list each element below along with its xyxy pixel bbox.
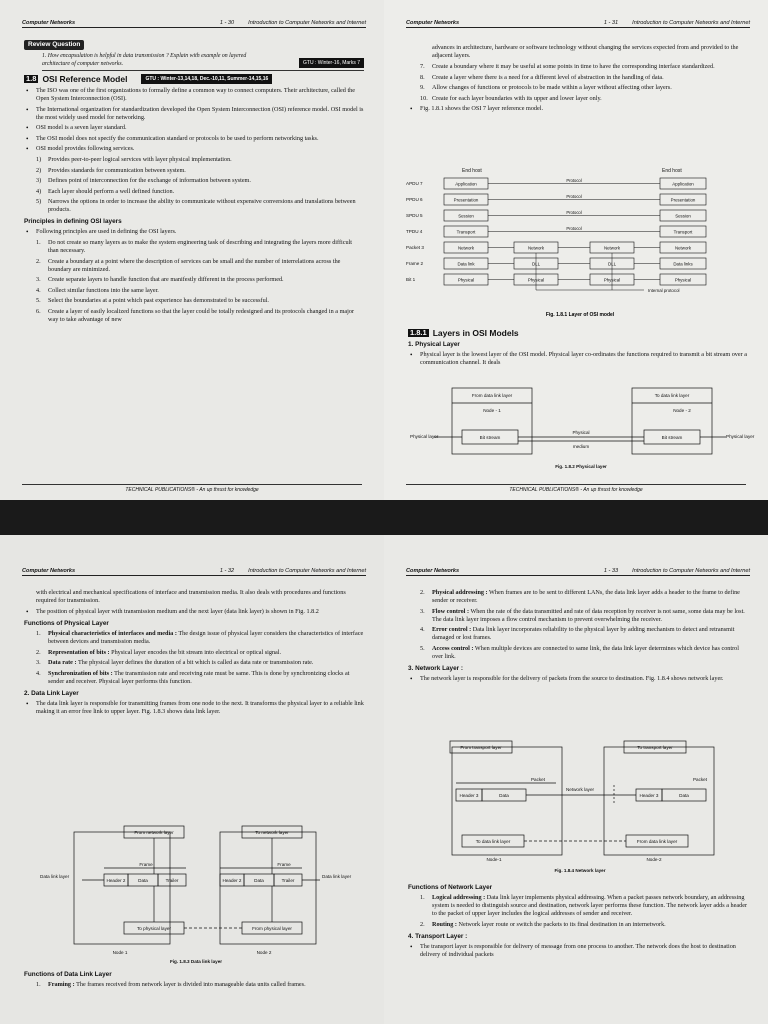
data-label: Data [499, 793, 509, 798]
page-footer: TECHNICAL PUBLICATIONS® - An up thrust for knowledge [22, 484, 362, 493]
list-item [408, 645, 748, 661]
term: Access control : [432, 644, 474, 652]
header-chapter: Introduction to Computer Networks and Internet [632, 568, 750, 574]
definition: The transmission rate and receiving rate must be same. This is done by synchronizing clocks at sender and receiver. Physical layer performs this function. [48, 669, 350, 685]
list-item: 3. Data rate : The physical layer defines the duration of a bit which is called as data rate or transmission rate. [36, 659, 314, 667]
item-number: 10. [420, 94, 428, 102]
figure-caption: Fig. 1.8.1 Layer of OSI model [545, 312, 615, 318]
pdu-label: Bit 1 [406, 277, 416, 282]
subheading: Functions of Network Layer [408, 884, 493, 891]
list-item: • Fig. 1.8.1 shows the OSI 7 layer reference model. [408, 105, 748, 113]
list-item: 1. Physical characteristics of interfaces and media : The design issue of physical layer considers the characteristics of interface between devices and transmission media. [36, 630, 364, 645]
network-layer-label: Network layer [565, 787, 595, 792]
list-item: 3) Defines point of interconnection for the exchange of information between system. [36, 177, 251, 185]
bitstream-label: Bit stream [661, 435, 683, 440]
bitstream-label: Bit stream [479, 435, 501, 440]
list-item [408, 921, 748, 929]
page-number: 1 - 33 [603, 568, 619, 574]
header-book: Computer Networks [22, 568, 76, 574]
to-dll-label: To data link layer [654, 393, 690, 398]
layer-label: Data link [457, 261, 475, 267]
page-footer: TECHNICAL PUBLICATIONS® - An up thrust for knowledge [406, 484, 746, 493]
term: Physical addressing : [432, 589, 488, 596]
layer-label: Presentation [453, 197, 479, 203]
packet-label: Packet [692, 777, 708, 782]
list-item-text: Each layer should perform a well defined function. [48, 187, 175, 195]
layer-label: Session [458, 213, 474, 219]
list-item-text: Create separate layers to handle function that are manifestly different in the process performed. [48, 276, 284, 284]
section-title: Layers in OSI Models [432, 328, 519, 338]
data-label: Data [138, 878, 148, 883]
list-item: • The International organization for standardization developed the Open System Interconnection (OSI) reference model. OSI model is the most widely used model for networking. [24, 106, 364, 122]
dll-label: Data link layer [40, 874, 70, 879]
page-1-30 [0, 0, 384, 500]
list-item: 4. Collect similar functions into the same layer. [36, 286, 159, 294]
term: Synchronization of bits : [48, 669, 113, 677]
mid-label: Network [603, 245, 621, 251]
header-label: Header 2 [106, 878, 126, 883]
header-book: Computer Networks [406, 568, 460, 574]
term: Flow control : [432, 607, 470, 615]
layer-label: Data links [673, 261, 693, 267]
to-network-label: To network layer [255, 830, 289, 835]
data-label: Data [254, 878, 264, 883]
subheading: 3. Network Layer : [408, 664, 464, 672]
list-item: • The data link layer is responsible for transmitting frames from one node to the next. It transforms the physical layer to a reliable link making it an error free link to upper layer. Fig. 1.8.3 shows data link layer. [24, 700, 364, 716]
definition: When multiple devices are connected to same link, the data link layer determines which device has control over link. [432, 644, 739, 660]
subheading: Principles in defining OSI layers [24, 218, 122, 226]
list-item: 4. Synchronization of bits : The transmission rate and receiving rate must be same. This is done by synchronizing clocks at sender and receiver. Physical layer performs this function. [36, 669, 350, 685]
list-item-text: Provides standards for communication between system. [48, 166, 186, 174]
frame-label: Frame [277, 862, 291, 867]
subheading: 4. Transport Layer : [408, 932, 468, 940]
list-item [408, 84, 748, 92]
layer-label: Presentation [670, 197, 696, 203]
frame-label: Frame [139, 862, 153, 867]
page-1-33 [384, 535, 768, 1024]
trailer-label: Trailer [165, 878, 179, 883]
list-item [408, 74, 748, 82]
list-item: • OSI model is a seven layer standard. [24, 124, 364, 132]
list-item: 6. Create a layer of easily localized functions so that the layer could be totally redesigned and its protocols changed in a major way to take advantage of new [36, 307, 355, 323]
term: Framing : [48, 981, 75, 988]
end-host-label: End host [662, 168, 682, 174]
list-item: • Following principles are used in defining the OSI layers. [24, 228, 364, 236]
page-body [24, 589, 364, 718]
page-body-2 [408, 880, 748, 961]
section-number: 1.8.1 [410, 328, 427, 337]
list-item: 2) Provides standards for communication between system. [36, 166, 186, 174]
figure-caption: Fig. 1.8.4 Network layer [554, 868, 606, 873]
list-item-text: Create a boundary at a point where the description of services can be small and the number of interrelations across the boundary are minimized. [48, 257, 341, 273]
page-1-32 [0, 535, 384, 1024]
header-book: Computer Networks [406, 20, 460, 26]
header-chapter: Introduction to Computer Networks and Internet [248, 20, 366, 26]
page-number: 1 - 31 [603, 20, 619, 26]
layer-label: Application [455, 181, 477, 187]
from-dll-label: From data link layer [636, 839, 678, 844]
node-label: Node - 1 [483, 408, 501, 413]
pdu-label: APDU 7 [406, 181, 423, 186]
mid-label: Physical [603, 277, 621, 283]
list-item: • The transport layer is responsible for delivery of message from one process to another. The network does the host to destination delivery of individual packets [408, 943, 748, 959]
page-header [22, 20, 366, 28]
subheading: 2. Data Link Layer [24, 689, 79, 697]
item-number: 8. [420, 73, 425, 81]
item-number: 3. [420, 607, 425, 615]
item-number: 2. [420, 589, 425, 596]
osi-model-diagram [404, 164, 749, 324]
list-item: • The network layer is responsible for the delivery of packets from the source to destination. Fig. 1.8.4 shows network layer. [408, 675, 748, 683]
definition: When the rate of the data transmitted and rate of data reception by receiver is not same, some data may be lost. The data link layer imposes a flow control mechanism to prevent overwhelming the receiver. [432, 607, 745, 623]
list-item-text: Narrows the options in order to increase the ability to communicate without expensive conversions and translations between products. [48, 198, 356, 214]
page-number: 1 - 32 [219, 568, 235, 574]
data-link-layer-diagram [20, 820, 365, 965]
node-label: Node-2 [646, 857, 662, 862]
header-label: Header 3 [459, 793, 479, 798]
term: Representation of bits : [48, 648, 110, 656]
list-item: 5. Select the boundaries at a point which past experience has demonstrated to be successful. [36, 297, 269, 305]
list-item-text: Create a boundary where it may be useful at some points in time to have the corresponding interface standardized. [432, 63, 715, 70]
node-label: Node-1 [486, 857, 502, 862]
definition: The design issue of physical layer considers the characteristics of interface between devices and transmission media. [48, 630, 364, 645]
subheading: Functions of Physical Layer [24, 620, 109, 627]
list-item: 5) Narrows the options in order to increase the ability to communicate without expensive conversions and translations between products. [36, 198, 356, 214]
pdu-label: SPDU 5 [406, 213, 423, 218]
layer-label: Session [675, 213, 691, 219]
list-item-text: Allow changes of functions or protocols to be made within a layer without affecting other layers. [432, 84, 672, 92]
list-item: • OSI model provides following services. [24, 145, 364, 153]
figure-caption: Fig. 1.8.3 Data link layer [169, 959, 223, 964]
mid-label: DLL [531, 261, 541, 267]
from-dll-label: From data link layer [471, 393, 513, 398]
mid-label: DLL [607, 261, 617, 267]
term: Error control : [432, 626, 472, 634]
list-item: 1) Provides peer-to-peer logical services with layer physical implementation. [36, 155, 232, 163]
list-item: • The OSI model does not specify the communication standard or protocols to be used to perform networking tasks. [24, 135, 364, 143]
list-item-text: Provides peer-to-peer logical services with layer physical implementation. [48, 155, 232, 163]
review-question-label: Review Question [24, 40, 84, 50]
node-label: Node 1 [112, 950, 128, 955]
section-heading [24, 74, 364, 84]
page-number: 1 - 30 [219, 20, 235, 26]
from-physical-label: From physical layer [252, 926, 292, 931]
list-item: 2. Representation of bits : Physical layer encodes the bit stream into electrical or optical signal. [36, 648, 282, 656]
page-header [406, 20, 750, 28]
section-title: OSI Reference Model [42, 74, 128, 84]
layer-label: Transport [456, 229, 476, 235]
page-body [24, 40, 364, 327]
from-transport-label: From transport layer [460, 745, 502, 750]
item-number: 9. [420, 84, 425, 92]
header-label: Header 2 [222, 878, 242, 883]
protocol-label: Protocol [566, 194, 582, 199]
mid-label: Network [527, 245, 545, 251]
list-item: • Physical layer is the lowest layer of the OSI model. Physical layer co-ordinates the functions required to transmit a bit stream over a communication channel. It deals [408, 351, 748, 367]
layer-label: Network [674, 245, 692, 251]
gtu-badge: GTU : Winter-13,14,18, Dec.-10,11, Summer-14,15,16 [141, 74, 272, 84]
dll-label: Data link layer [322, 874, 352, 879]
page-1-31 [384, 0, 768, 500]
layer-label: Application [672, 181, 694, 187]
gtu-badge: GTU : Winter-16, Marks 7 [299, 58, 364, 68]
node-label: Node - 2 [673, 408, 691, 413]
list-item [408, 608, 748, 624]
medium-label: medium [572, 444, 590, 449]
layer-label: Network [457, 245, 475, 251]
list-item [408, 95, 748, 103]
list-item-text: Create a layer where there is a need for a different level of abstraction in the handling of data. [432, 73, 664, 81]
list-item-text: Create a layer of easily localized functions so that the layer could be totally redesigned and its protocols changed in a major way to take advantage of new [48, 307, 355, 323]
term: Physical characteristics of interfaces and media : [48, 630, 177, 637]
definition: When frames are to be sent to different LANs, the data link layer adds a header to the frame to define sender or receiver. [432, 589, 740, 604]
term: Logical addressing : [432, 894, 486, 901]
item-number: 7. [420, 63, 425, 70]
list-item-text: Select the boundaries at a point which past experience has demonstrated to be successful. [48, 297, 269, 305]
list-item-text: Defines point of interconnection for the exchange of information between system. [48, 177, 251, 185]
layer-label: Transport [673, 229, 693, 235]
list-item [408, 63, 748, 71]
internal-protocol-label: Internal protocol [648, 288, 680, 293]
pdu-label: Frame 2 [406, 261, 424, 266]
to-physical-label: To physical layer [137, 926, 171, 931]
page-body-2 [24, 967, 364, 992]
to-dll-label: To data link layer [475, 839, 511, 844]
list-item: 1. Framing : The frames received from network layer is divided into manageable data units called frames. [36, 981, 306, 988]
section-number: 1.8 [26, 74, 37, 83]
list-item: 3. Create separate layers to handle function that are manifestly different in the process performed. [36, 276, 284, 284]
list-item [408, 626, 748, 642]
page-body [408, 44, 748, 116]
pdu-label: PPDU 6 [406, 197, 423, 202]
term: Data rate : [48, 659, 77, 667]
physical-layer-diagram [404, 382, 755, 474]
list-item-text: Do not create so many layers as to make the system engineering task of describing and integrating the layers more difficult than necessary. [48, 238, 353, 254]
definition: Physical layer encodes the bit stream into electrical or optical signal. [111, 648, 282, 656]
data-label: Data [679, 793, 689, 798]
packet-label: Packet [530, 777, 546, 782]
trailer-label: Trailer [281, 878, 295, 883]
pdu-label: TPDU 4 [406, 229, 423, 234]
page-header [406, 568, 750, 576]
list-item-text: Collect similar functions into the same layer. [48, 286, 159, 294]
paragraph: advances in architecture, hardware or software technology without changing the services expected from and provided to the adjacent layers. [432, 44, 739, 59]
page-body [408, 589, 748, 685]
page-header [22, 568, 366, 576]
header-chapter: Introduction to Computer Networks and Internet [248, 568, 366, 574]
layer-label: Physical [457, 277, 475, 283]
protocol-label: Protocol [566, 178, 582, 183]
header-chapter: Introduction to Computer Networks and Internet [632, 20, 750, 26]
list-item: 4) Each layer should perform a well defined function. [36, 187, 175, 195]
physical-layer-label: Physical layer [726, 434, 755, 439]
paragraph: with electrical and mechanical specifications of interface and transmission media. It also deals with procedures and functions required for transmission. [36, 589, 346, 604]
end-host-label: End host [462, 168, 482, 174]
list-item: • The position of physical layer with transmission medium and the next layer (data link layer) is shown in Fig. 1.8.2 [24, 608, 364, 616]
definition: Data link layer implements physical addressing. When a packet passes network boundary, an addressing system is needed to distinguish source and destination, network layer performs these function. The network layer adds a header to the packet of upper layer includes the logical addresses of sender and receiver. [432, 894, 748, 917]
definition: Data link layer incorporates reliability to the physical layer by adding mechanism to detect and retransmit damaged or lost frames. [432, 626, 735, 642]
medium-label: Physical [572, 430, 590, 435]
mid-label: Physical [527, 277, 545, 283]
list-item [408, 589, 748, 605]
subheading: Functions of Data Link Layer [24, 971, 112, 978]
node-label: Node 2 [256, 950, 272, 955]
to-transport-label: To transport layer [637, 745, 673, 750]
section-heading [408, 329, 748, 337]
header-book: Computer Networks [22, 20, 76, 26]
list-item: 2. Create a boundary at a point where the description of services can be small and the number of interrelations across the boundary are minimized. [36, 257, 341, 273]
definition: Network layer route or switch the packets to its final destination in an internetwork. [458, 920, 666, 928]
item-number: 1. [420, 894, 425, 901]
term: Routing : [432, 920, 457, 928]
network-layer-diagram [404, 735, 749, 875]
definition: The frames received from network layer is divided into manageable data units called frames. [76, 981, 306, 988]
item-number: 4. [420, 626, 425, 634]
subheading: 1. Physical Layer [408, 341, 460, 348]
review-question: 1. How encapsulation is helpful in data transmission ? Explain with example on layered architecture of computer networks. [42, 53, 247, 67]
list-item: 1. Do not create so many layers as to make the system engineering task of describing and integrating the layers more difficult than necessary. [36, 238, 353, 254]
list-item [408, 894, 748, 918]
protocol-label: Protocol [566, 226, 582, 231]
header-label: Header 3 [639, 793, 659, 798]
item-number: 2. [420, 920, 425, 928]
osi-rows [406, 178, 706, 293]
figure-caption: Fig. 1.8.2 Physical layer [555, 464, 607, 469]
page-body-2 [408, 326, 748, 370]
layer-label: Physical [674, 277, 692, 283]
definition: The physical layer defines the duration of a bit which is called as data rate or transmission rate. [77, 659, 314, 667]
protocol-label: Protocol [566, 210, 582, 215]
pdu-label: Packet 3 [406, 245, 424, 250]
physical-layer-label: Physical layer [410, 434, 439, 439]
from-network-label: From network layer [134, 830, 174, 835]
item-number: 5. [420, 644, 425, 652]
list-item: • The ISO was one of the first organizations to formally define a common way to connect computers. Their architecture, called the Open System Interconnection (OSI). [24, 87, 364, 103]
list-item-text: Create for each layer boundaries with its upper and lower layer only. [432, 94, 602, 102]
